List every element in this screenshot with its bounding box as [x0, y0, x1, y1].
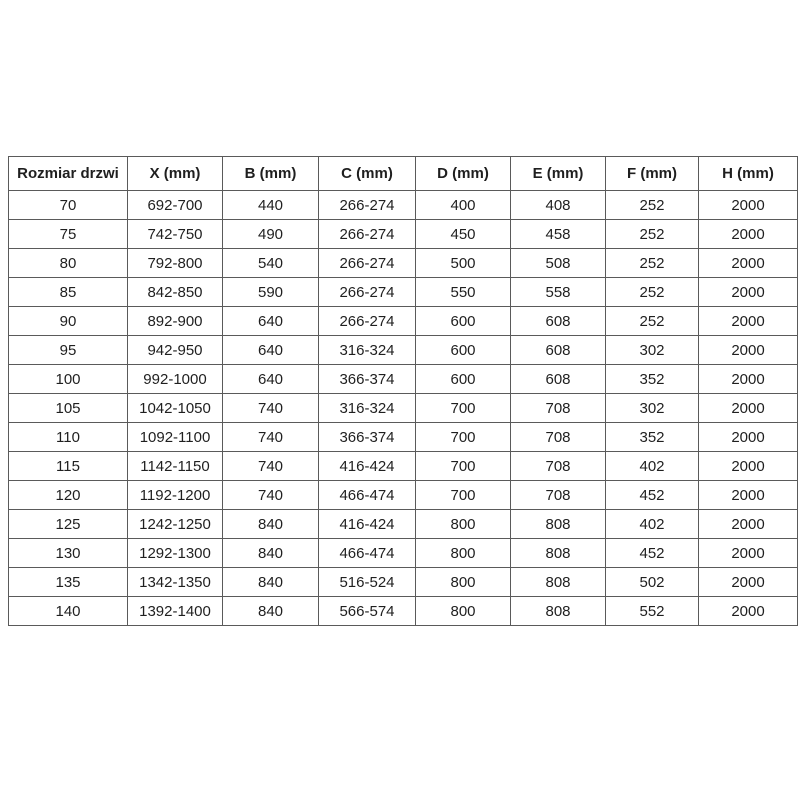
column-header-e-mm: E (mm) [511, 157, 606, 191]
cell-e-mm: 808 [511, 597, 606, 626]
cell-h-mm: 2000 [699, 307, 798, 336]
table-body [9, 191, 798, 626]
cell-e-mm: 808 [511, 568, 606, 597]
cell-e-mm: 808 [511, 510, 606, 539]
cell-b-mm: 840 [223, 597, 319, 626]
cell-h-mm: 2000 [699, 481, 798, 510]
cell-c-mm: 316-324 [319, 336, 416, 365]
column-header-f-mm: F (mm) [606, 157, 699, 191]
cell-e-mm: 608 [511, 307, 606, 336]
cell-c-mm: 266-274 [319, 307, 416, 336]
cell-d-mm: 700 [416, 481, 511, 510]
cell-rozmiar-drzwi: 90 [9, 307, 128, 336]
table-row [9, 365, 798, 394]
cell-f-mm: 352 [606, 365, 699, 394]
cell-b-mm: 590 [223, 278, 319, 307]
cell-d-mm: 800 [416, 510, 511, 539]
cell-rozmiar-drzwi: 100 [9, 365, 128, 394]
cell-e-mm: 708 [511, 481, 606, 510]
cell-d-mm: 600 [416, 307, 511, 336]
cell-x-mm: 842-850 [128, 278, 223, 307]
table-header [9, 157, 798, 191]
cell-b-mm: 740 [223, 481, 319, 510]
cell-c-mm: 566-574 [319, 597, 416, 626]
cell-e-mm: 608 [511, 336, 606, 365]
cell-b-mm: 840 [223, 539, 319, 568]
cell-rozmiar-drzwi: 75 [9, 220, 128, 249]
table-row [9, 220, 798, 249]
cell-c-mm: 466-474 [319, 539, 416, 568]
cell-e-mm: 608 [511, 365, 606, 394]
cell-h-mm: 2000 [699, 597, 798, 626]
cell-d-mm: 400 [416, 191, 511, 220]
table-row [9, 568, 798, 597]
column-header-x-mm: X (mm) [128, 157, 223, 191]
cell-c-mm: 266-274 [319, 191, 416, 220]
cell-d-mm: 550 [416, 278, 511, 307]
cell-h-mm: 2000 [699, 278, 798, 307]
cell-f-mm: 252 [606, 249, 699, 278]
cell-f-mm: 502 [606, 568, 699, 597]
cell-e-mm: 458 [511, 220, 606, 249]
cell-b-mm: 640 [223, 307, 319, 336]
cell-rozmiar-drzwi: 110 [9, 423, 128, 452]
cell-d-mm: 450 [416, 220, 511, 249]
cell-d-mm: 700 [416, 423, 511, 452]
cell-x-mm: 942-950 [128, 336, 223, 365]
cell-f-mm: 252 [606, 278, 699, 307]
cell-c-mm: 266-274 [319, 220, 416, 249]
cell-x-mm: 1342-1350 [128, 568, 223, 597]
cell-rozmiar-drzwi: 85 [9, 278, 128, 307]
table-row [9, 539, 798, 568]
cell-f-mm: 252 [606, 307, 699, 336]
cell-rozmiar-drzwi: 120 [9, 481, 128, 510]
cell-c-mm: 466-474 [319, 481, 416, 510]
cell-e-mm: 408 [511, 191, 606, 220]
cell-b-mm: 740 [223, 394, 319, 423]
table-row [9, 307, 798, 336]
cell-d-mm: 800 [416, 597, 511, 626]
cell-rozmiar-drzwi: 105 [9, 394, 128, 423]
cell-h-mm: 2000 [699, 452, 798, 481]
cell-rozmiar-drzwi: 70 [9, 191, 128, 220]
cell-x-mm: 1142-1150 [128, 452, 223, 481]
column-header-h-mm: H (mm) [699, 157, 798, 191]
cell-c-mm: 266-274 [319, 278, 416, 307]
cell-b-mm: 490 [223, 220, 319, 249]
cell-c-mm: 366-374 [319, 365, 416, 394]
cell-f-mm: 452 [606, 539, 699, 568]
cell-f-mm: 302 [606, 394, 699, 423]
cell-b-mm: 640 [223, 336, 319, 365]
cell-h-mm: 2000 [699, 510, 798, 539]
cell-d-mm: 500 [416, 249, 511, 278]
cell-h-mm: 2000 [699, 539, 798, 568]
column-header-b-mm: B (mm) [223, 157, 319, 191]
cell-d-mm: 700 [416, 452, 511, 481]
cell-e-mm: 708 [511, 423, 606, 452]
column-header-d-mm: D (mm) [416, 157, 511, 191]
cell-x-mm: 1092-1100 [128, 423, 223, 452]
cell-b-mm: 740 [223, 423, 319, 452]
table-row [9, 191, 798, 220]
cell-f-mm: 402 [606, 510, 699, 539]
cell-x-mm: 692-700 [128, 191, 223, 220]
cell-x-mm: 1192-1200 [128, 481, 223, 510]
cell-f-mm: 252 [606, 191, 699, 220]
cell-d-mm: 700 [416, 394, 511, 423]
door-size-table [8, 156, 798, 626]
cell-x-mm: 1292-1300 [128, 539, 223, 568]
cell-h-mm: 2000 [699, 220, 798, 249]
cell-x-mm: 1242-1250 [128, 510, 223, 539]
cell-c-mm: 316-324 [319, 394, 416, 423]
cell-f-mm: 302 [606, 336, 699, 365]
table-row [9, 394, 798, 423]
cell-d-mm: 600 [416, 336, 511, 365]
cell-f-mm: 252 [606, 220, 699, 249]
cell-d-mm: 800 [416, 539, 511, 568]
cell-e-mm: 708 [511, 394, 606, 423]
table-row [9, 249, 798, 278]
cell-e-mm: 808 [511, 539, 606, 568]
cell-f-mm: 352 [606, 423, 699, 452]
cell-e-mm: 708 [511, 452, 606, 481]
cell-rozmiar-drzwi: 80 [9, 249, 128, 278]
cell-b-mm: 640 [223, 365, 319, 394]
cell-x-mm: 992-1000 [128, 365, 223, 394]
cell-d-mm: 800 [416, 568, 511, 597]
cell-h-mm: 2000 [699, 365, 798, 394]
cell-x-mm: 792-800 [128, 249, 223, 278]
cell-h-mm: 2000 [699, 423, 798, 452]
door-size-table-container [8, 156, 797, 626]
cell-f-mm: 552 [606, 597, 699, 626]
cell-c-mm: 366-374 [319, 423, 416, 452]
cell-rozmiar-drzwi: 125 [9, 510, 128, 539]
cell-c-mm: 416-424 [319, 452, 416, 481]
table-row [9, 336, 798, 365]
cell-x-mm: 892-900 [128, 307, 223, 336]
table-row [9, 481, 798, 510]
cell-c-mm: 416-424 [319, 510, 416, 539]
cell-b-mm: 540 [223, 249, 319, 278]
cell-e-mm: 558 [511, 278, 606, 307]
cell-x-mm: 742-750 [128, 220, 223, 249]
table-row [9, 278, 798, 307]
cell-x-mm: 1392-1400 [128, 597, 223, 626]
cell-c-mm: 516-524 [319, 568, 416, 597]
header-row [9, 157, 798, 191]
cell-f-mm: 402 [606, 452, 699, 481]
cell-x-mm: 1042-1050 [128, 394, 223, 423]
cell-d-mm: 600 [416, 365, 511, 394]
table-row [9, 510, 798, 539]
cell-rozmiar-drzwi: 115 [9, 452, 128, 481]
cell-b-mm: 440 [223, 191, 319, 220]
cell-b-mm: 840 [223, 510, 319, 539]
cell-h-mm: 2000 [699, 336, 798, 365]
cell-h-mm: 2000 [699, 394, 798, 423]
cell-rozmiar-drzwi: 130 [9, 539, 128, 568]
table-row [9, 597, 798, 626]
table-row [9, 452, 798, 481]
cell-h-mm: 2000 [699, 191, 798, 220]
column-header-c-mm: C (mm) [319, 157, 416, 191]
cell-b-mm: 840 [223, 568, 319, 597]
cell-b-mm: 740 [223, 452, 319, 481]
cell-rozmiar-drzwi: 95 [9, 336, 128, 365]
cell-c-mm: 266-274 [319, 249, 416, 278]
cell-rozmiar-drzwi: 140 [9, 597, 128, 626]
column-header-rozmiar-drzwi: Rozmiar drzwi [9, 157, 128, 191]
cell-f-mm: 452 [606, 481, 699, 510]
cell-e-mm: 508 [511, 249, 606, 278]
table-row [9, 423, 798, 452]
cell-h-mm: 2000 [699, 568, 798, 597]
cell-rozmiar-drzwi: 135 [9, 568, 128, 597]
cell-h-mm: 2000 [699, 249, 798, 278]
